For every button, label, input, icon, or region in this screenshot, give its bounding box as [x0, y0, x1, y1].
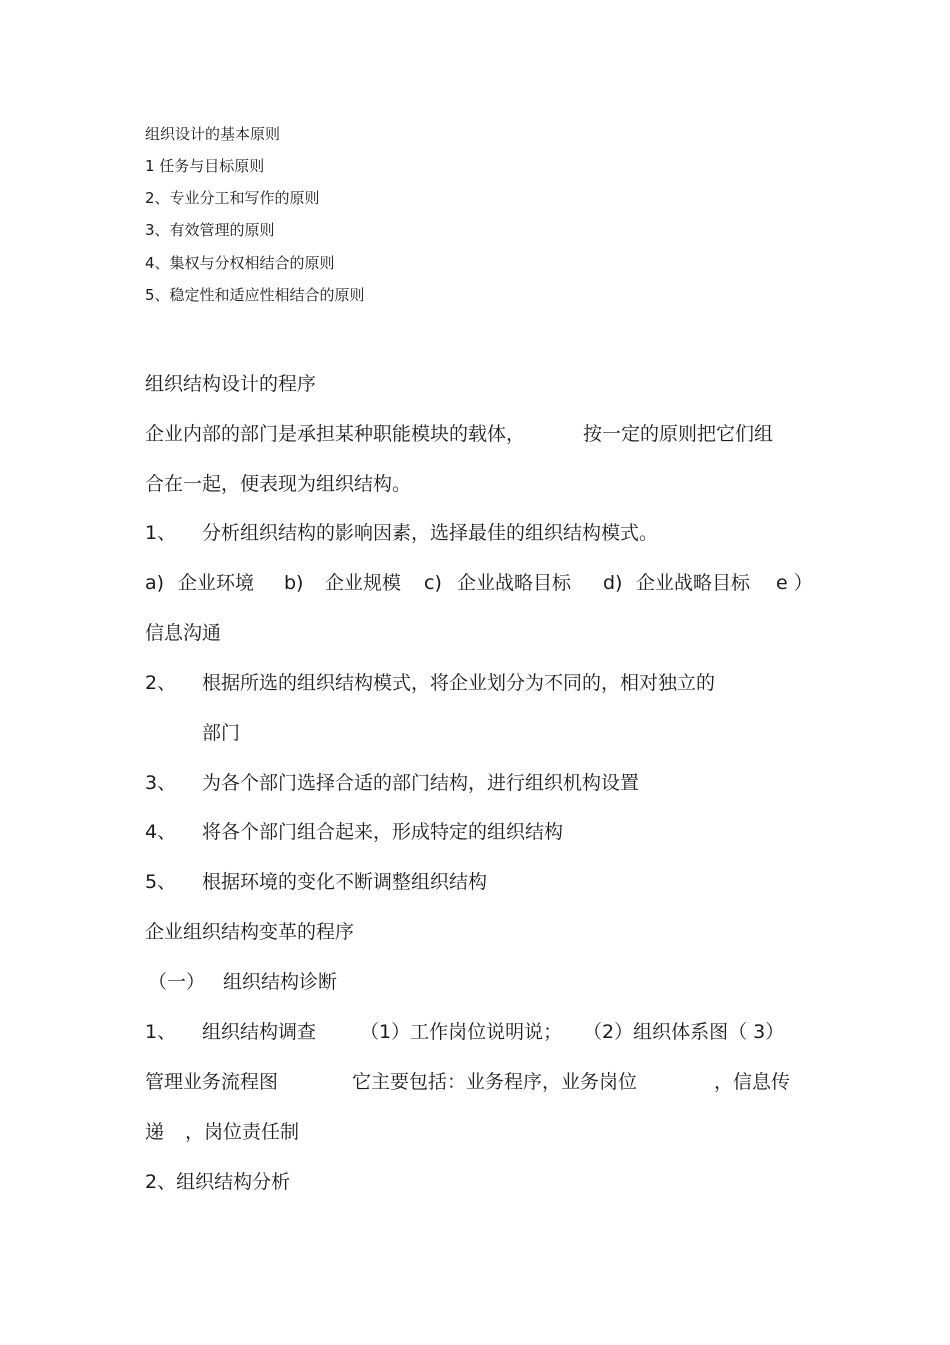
reform-sub-1-text: 组织结构诊断	[223, 971, 338, 993]
principles-title: 组织设计的基本原则	[145, 125, 281, 143]
procedure-intro-part-c: 合在一起，便表现为组织结构。	[145, 473, 412, 495]
step-3-text: 为各个部门选择合适的部门结构，进行组织机构设置	[202, 772, 640, 794]
reform-item-2: 2、组织结构分析	[145, 1171, 291, 1193]
step-4-text: 将各个部门组合起来，形成特定的组织结构	[202, 821, 564, 843]
reform-item-1-part-h: ，岗位责任制	[185, 1121, 300, 1143]
factor-b-text: 企业规模	[325, 572, 402, 594]
step-2-text-b: 部门	[202, 722, 241, 744]
factor-c-text: 企业战略目标	[457, 572, 572, 594]
principle-item-2: 2、专业分工和写作的原则	[145, 189, 320, 207]
step-4-number: 4、	[145, 821, 177, 843]
reform-sub-1-number: （一）	[148, 971, 206, 993]
step-3-number: 3、	[145, 772, 177, 794]
step-5-text: 根据环境的变化不断调整组织结构	[202, 871, 488, 893]
principle-item-4: 4、集权与分权相结合的原则	[145, 254, 335, 272]
reform-item-1-part-b: （1）工作岗位说明说；	[360, 1021, 563, 1043]
procedure-intro-part-a: 企业内部的部门是承担某种职能模块的载体，	[145, 423, 526, 445]
reform-item-1-part-a: 组织结构调查	[202, 1021, 317, 1043]
reform-item-1-part-c: （2）组织体系图（ 3）	[583, 1021, 785, 1043]
step-1-number: 1、	[145, 522, 177, 544]
factor-b-label: b)	[284, 572, 304, 594]
factor-d-text: 企业战略目标	[636, 572, 751, 594]
reform-item-1-part-g: 递	[145, 1121, 165, 1143]
reform-item-1-part-e: 它主要包括：业务程序，业务岗位	[352, 1071, 638, 1093]
step-5-number: 5、	[145, 871, 177, 893]
reform-item-1-part-f: ，信息传	[714, 1071, 791, 1093]
step-1-text: 分析组织结构的影响因素，选择最佳的组织结构模式。	[202, 522, 659, 544]
step-2-number: 2、	[145, 672, 177, 694]
reform-title: 企业组织结构变革的程序	[145, 921, 355, 943]
procedure-intro-part-b: 按一定的原则把它们组	[583, 423, 774, 445]
factor-a-text: 企业环境	[178, 572, 255, 594]
factor-e-text: 信息沟通	[145, 622, 222, 644]
procedure-title: 组织结构设计的程序	[145, 373, 317, 395]
factor-a-label: a)	[145, 572, 165, 594]
factor-e-label: e ）	[776, 572, 813, 594]
factor-d-label: d)	[603, 572, 623, 594]
step-2-text-a: 根据所选的组织结构模式，将企业划分为不同的，相对独立的	[202, 672, 716, 694]
reform-item-1-part-d: 管理业务流程图	[145, 1071, 279, 1093]
principle-item-1: 1 任务与目标原则	[145, 157, 265, 175]
factor-c-label: c)	[424, 572, 442, 594]
principle-item-3: 3、有效管理的原则	[145, 221, 275, 239]
principle-item-5: 5、稳定性和适应性相结合的原则	[145, 286, 365, 304]
reform-item-1-number: 1、	[145, 1021, 177, 1043]
